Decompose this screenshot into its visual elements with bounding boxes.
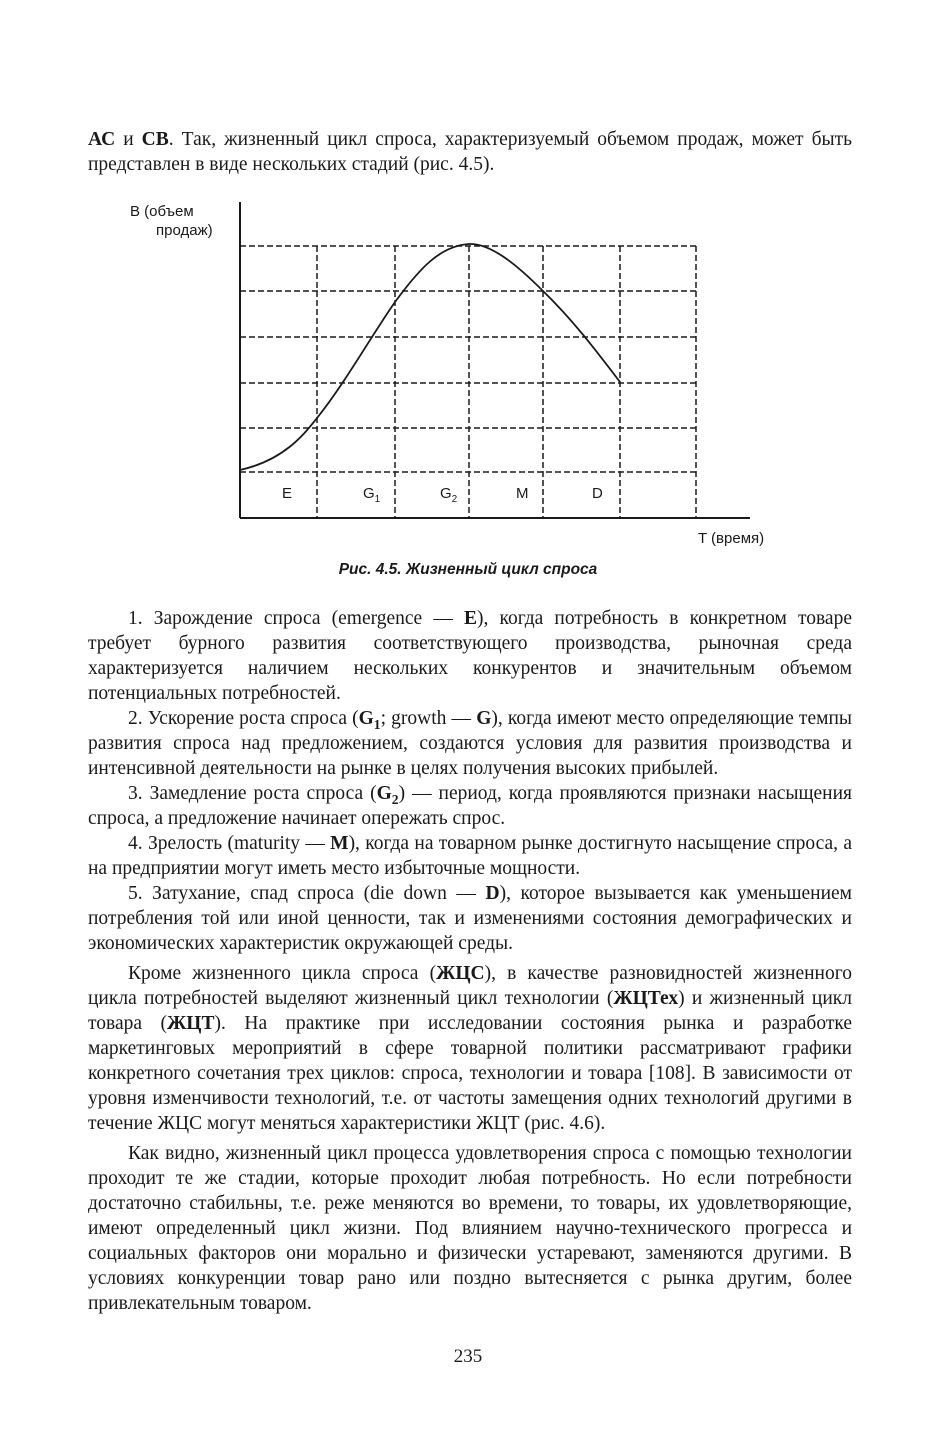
intro-bold-cb: СВ	[141, 129, 169, 150]
conclusion-paragraph: Как видно, жизненный цикл процесса удовлетворения спроса с помощью технологии проходит те же стадии, которые проходит любая потребность. Но если потребности достаточно стабильны, т.е. реже меняются во времени, то товары, их удовлетворяющие, имеют определенный цикл жизни. Под влиянием научно-технического прогресса и социальных факторов они морально и физически устаревают, заменяются другими. В условиях конкуренции товар рано или поздно вытесняется с рынка другим, более привлекательным товаром.	[88, 1143, 852, 1314]
stage-3-paragraph: 3. Замедление роста спроса $(G_2)$ — период, когда проявляются признаки насыщения спроса, а предложение начинает опережать спрос.	[88, 783, 853, 829]
intro-bold-ac: АС	[88, 129, 116, 150]
intro-paragraph	[88, 127, 852, 177]
demand-curve	[240, 244, 620, 470]
page-number: 235	[453, 1346, 483, 1367]
y-axis-label-line2: продаж)	[156, 222, 213, 239]
stage-2-paragraph: 2. Ускорение роста спроса ($G_1$; growth — G), когда имеют место определяющие темпы развития спроса над предложением, создаются условия для развития производства и интенсивной деятельности на рынке в целях получения высоких прибылей.	[88, 708, 852, 779]
stage-label-d: D	[592, 485, 603, 502]
main-text	[88, 606, 852, 1316]
stage-1-paragraph: 1. Зарождение спроса (emergence — E), когда потребность в конкретном товаре требует бурного развития соответствующего производства, рыночная среда характеризуется наличием нескольких конкурентов и значительным объемом потенциальных потребностей.	[88, 608, 852, 704]
vertical-grid	[317, 246, 696, 518]
x-axis-label: T (время)	[698, 530, 765, 547]
stage-5-paragraph: 5. Затухание, спад спроса (die down — D), которое вызывается как уменьшением потребления той или иной ценности, так и изменениями состояния демографических и экономических характеристик окружающей среды.	[88, 883, 852, 954]
y-axis-label-line1: B (объем	[130, 203, 194, 220]
stage-label-m: M	[516, 485, 529, 502]
intro-text: и	[115, 129, 142, 150]
stage-4-paragraph: 4. Зрелость (maturity — M), когда на товарном рынке достигнуто насыщение спроса, а на предприятии могут иметь место избыточные мощности.	[88, 833, 852, 879]
intro-text-rest: . Так, жизненный цикл спроса, характеризуемый объемом продаж, может быть представлен в виде нескольких стадий (рис. 4.5).	[88, 129, 853, 175]
figure-caption: Рис. 4.5. Жизненный цикл спроса	[338, 561, 598, 578]
stage-label-g1: $G_1$	[363, 485, 381, 505]
demand-lifecycle-figure	[110, 198, 810, 558]
stage-label-g2: $G_2$	[440, 485, 458, 505]
stage-label-e: E	[282, 485, 293, 502]
horizontal-grid	[240, 246, 696, 472]
lifecycle-types-paragraph: Кроме жизненного цикла спроса (ЖЦС), в качестве разновидностей жизненного цикла потребностей выделяют жизненный цикл технологии (ЖЦТех) и жизненный цикл товара (ЖЦТ). На практике при исследовании состояния рынка и разработке маркетинговых мероприятий в сфере товарной политики рассматривают графики конкретного сочетания трех циклов: спроса, технологии и товара [108]. В зависимости от уровня изменчивости технологий, т.е. от частоты замещения одних технологий другими в течение ЖЦС могут меняться характеристики ЖЦТ (рис. 4.6).	[88, 963, 852, 1134]
